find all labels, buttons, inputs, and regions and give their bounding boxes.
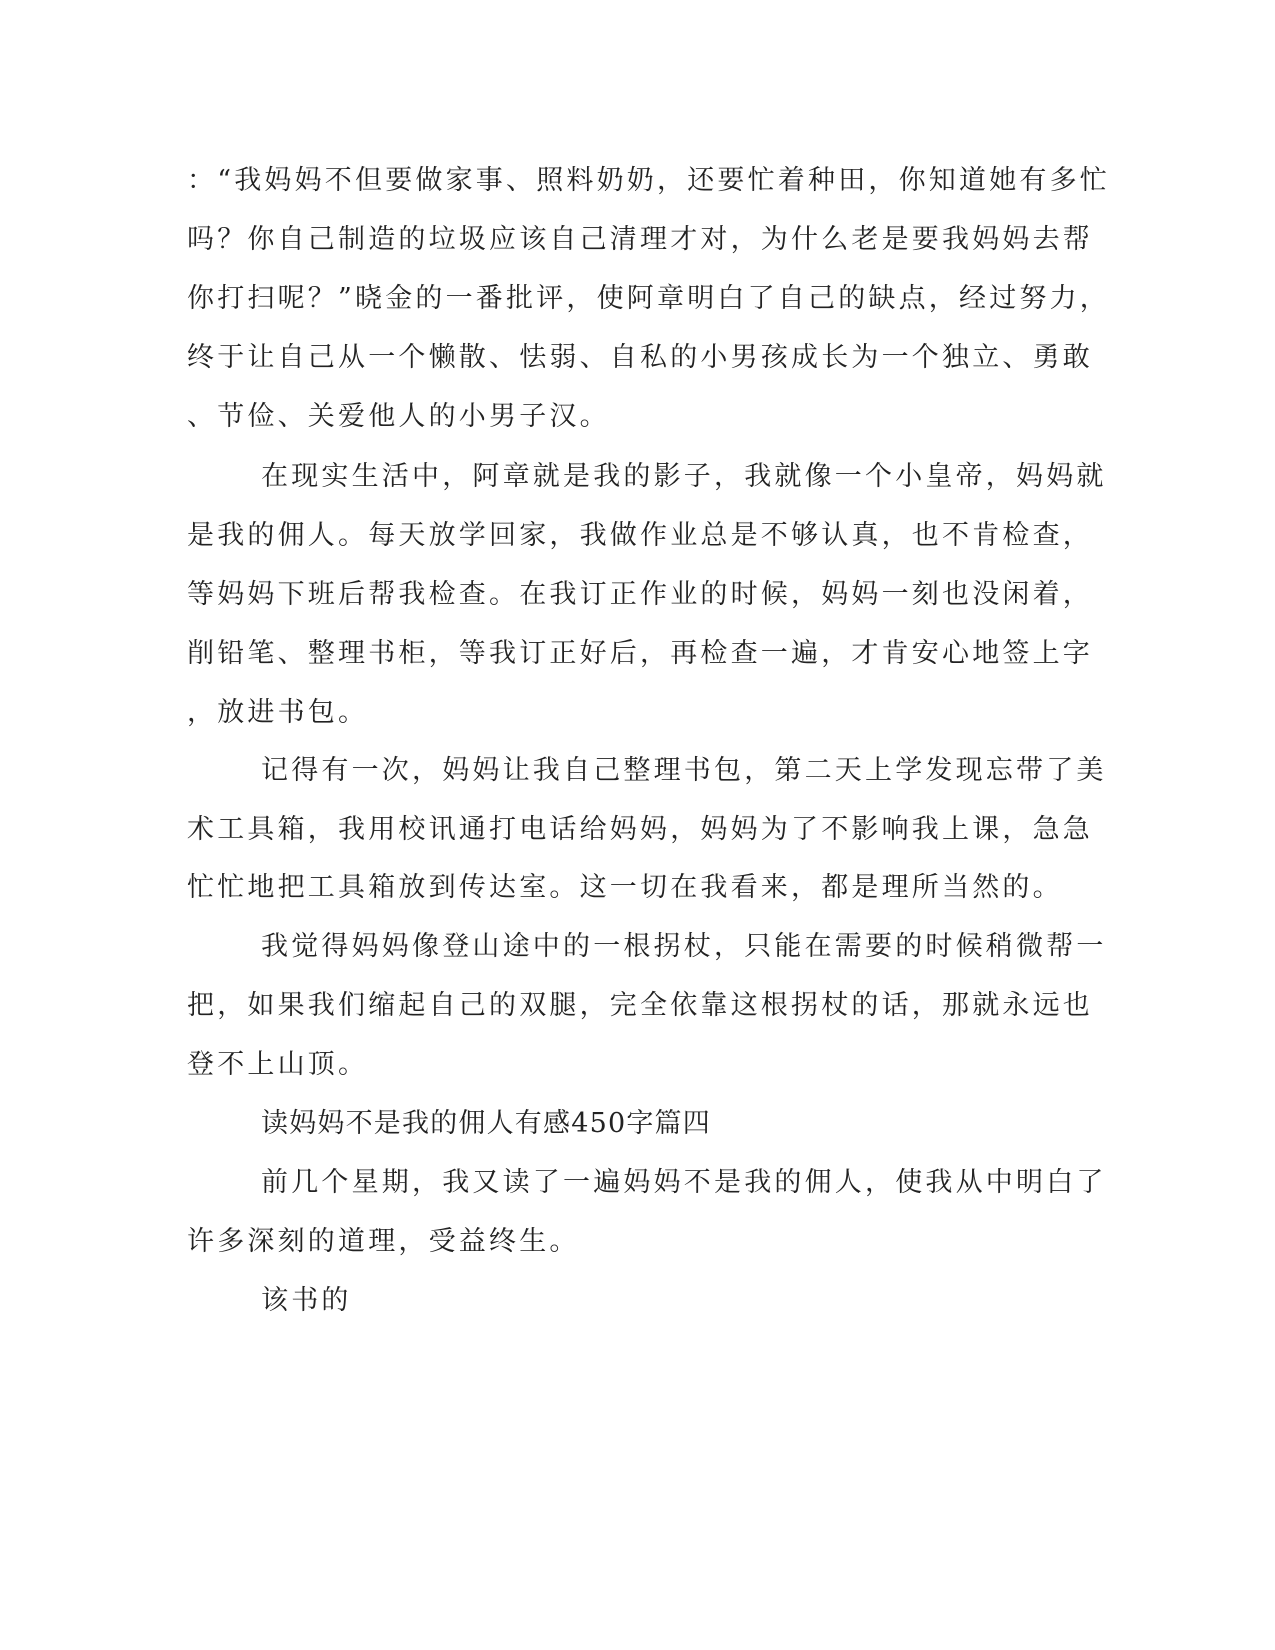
text-line: ：“我妈妈不但要做家事、照料奶奶，还要忙着种田，你知道她有多忙	[187, 165, 1111, 196]
paragraph-first-line: 记得有一次，妈妈让我自己整理书包，第二天上学发现忘带了美	[261, 755, 1107, 786]
text-line: 把，如果我们缩起自己的双腿，完全依靠这根拐杖的话，那就永远也	[187, 990, 1093, 1021]
text-line: 术工具箱，我用校讯通打电话给妈妈，妈妈为了不影响我上课，急急	[187, 814, 1093, 845]
paragraph-first-line: 前几个星期，我又读了一遍妈妈不是我的佣人，使我从中明白了	[261, 1167, 1107, 1198]
text-line: 忙忙地把工具箱放到传达室。这一切在我看来，都是理所当然的。	[187, 872, 1063, 903]
text-line: 是我的佣人。每天放学回家，我做作业总是不够认真，也不肯检查，	[187, 520, 1093, 551]
text-line: 登不上山顶。	[187, 1049, 369, 1080]
text-line: 吗？你自己制造的垃圾应该自己清理才对，为什么老是要我妈妈去帮	[187, 224, 1093, 255]
text-line: 许多深刻的道理，受益终生。	[187, 1226, 580, 1257]
text-line: 削铅笔、整理书柜，等我订正好后，再检查一遍，才肯安心地签上字	[187, 638, 1093, 669]
text-line: 等妈妈下班后帮我检查。在我订正作业的时候，妈妈一刻也没闲着，	[187, 579, 1093, 610]
paragraph-first-line: 我觉得妈妈像登山途中的一根拐杖，只能在需要的时候稍微帮一	[261, 931, 1107, 962]
paragraph-first-line: 在现实生活中，阿章就是我的影子，我就像一个小皇帝，妈妈就	[261, 461, 1107, 492]
text-line: 终于让自己从一个懒散、怯弱、自私的小男孩成长为一个独立、勇敢	[187, 342, 1093, 373]
text-line: ，放进书包。	[187, 697, 369, 728]
paragraph-first-line: 该书的	[261, 1285, 352, 1316]
text-line: 、节俭、关爱他人的小男子汉。	[187, 401, 610, 432]
text-line: 你打扫呢？”晓金的一番批评，使阿章明白了自己的缺点，经过努力，	[187, 283, 1111, 314]
section-heading: 读妈妈不是我的佣人有感450字篇四	[261, 1108, 711, 1139]
